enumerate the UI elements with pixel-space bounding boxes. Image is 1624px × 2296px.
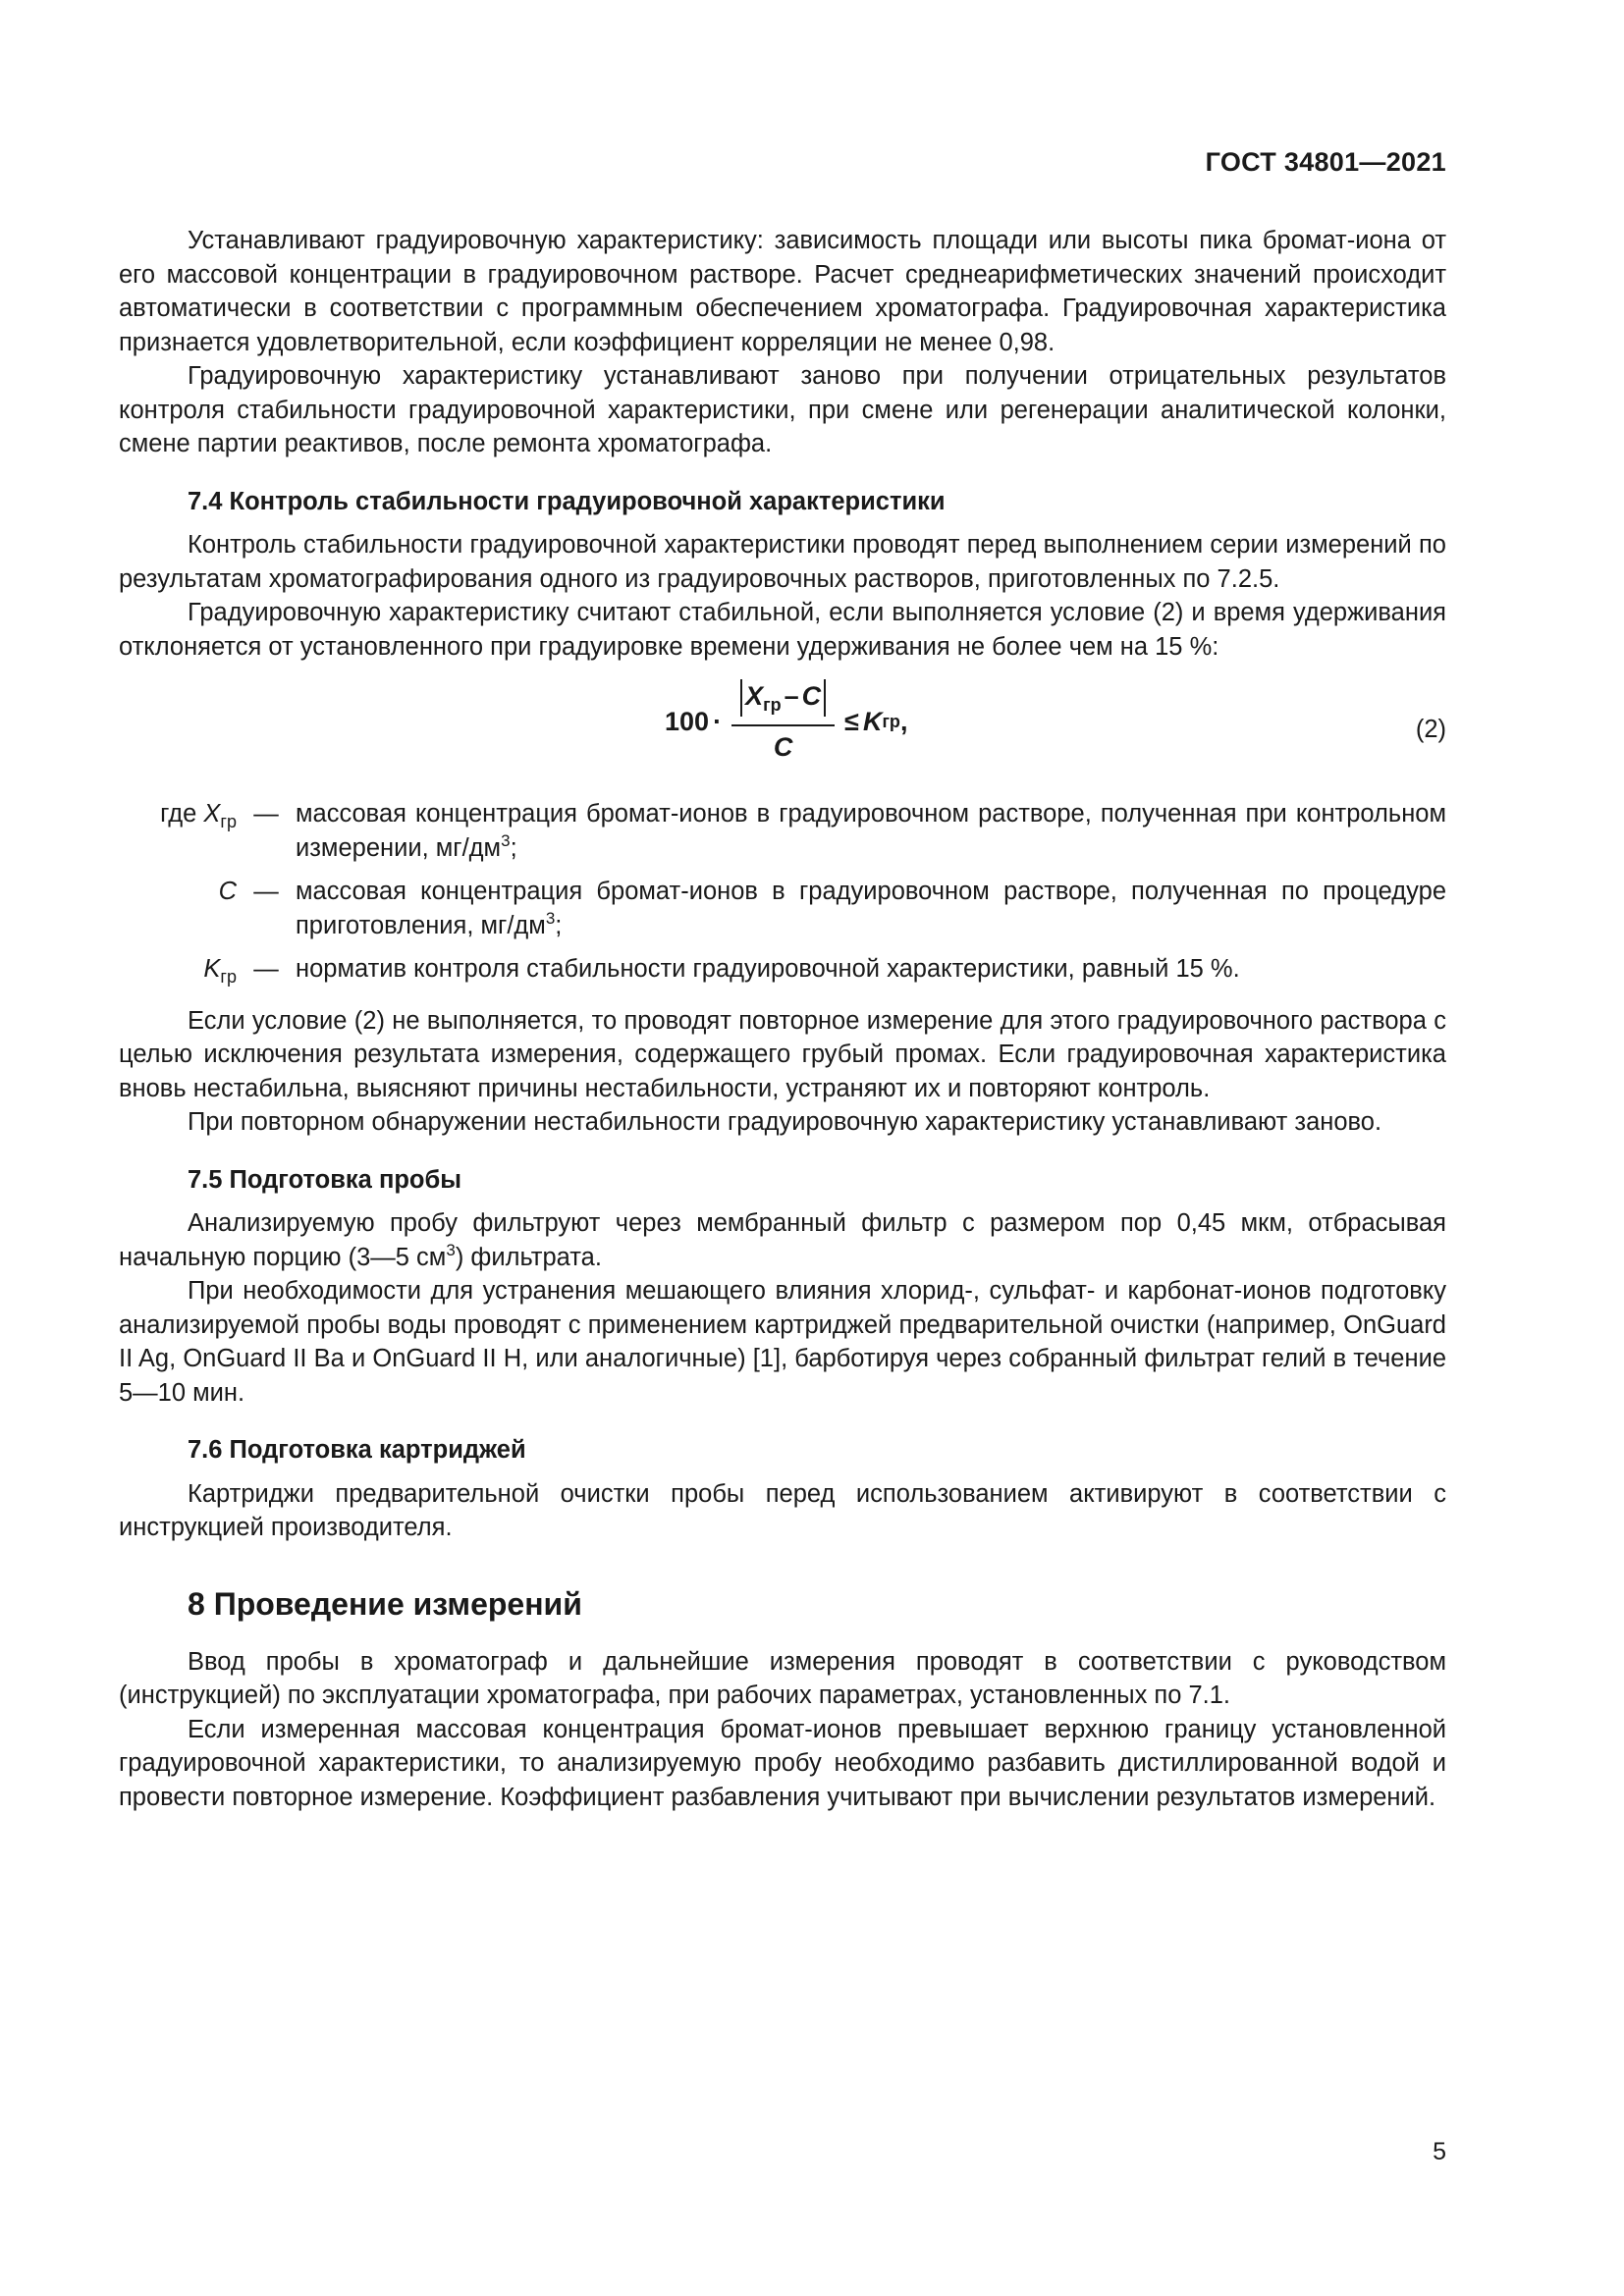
abs-bar-left <box>740 679 742 717</box>
paragraph: Ввод пробы в хроматограф и дальнейшие измерения проводят в соответствии с руководством (инструкцией) по эксплуатации хроматографа, при рабочих параметрах, установленных по 7.1. <box>119 1647 1446 1709</box>
formula-dot: · <box>713 706 723 736</box>
paragraph: При повторном обнаружении нестабильности градуировочную характеристику устанавливают заново. <box>188 1108 1382 1136</box>
definition-text: массовая концентрация бромат-ионов в градуировочном растворе, полученная по процедуре приготовления, $мг/дм^3$; <box>296 878 1446 939</box>
definition-c <box>119 875 1446 942</box>
definition-text: норматив контроля стабильности градуировочной характеристики, равный 15 %. <box>296 955 1240 983</box>
definition-x <box>119 797 1446 865</box>
formula-coefficient: 100 <box>665 706 710 736</box>
document-body <box>119 224 1446 1814</box>
definition-dash: — <box>253 955 279 983</box>
paragraph: Анализируемую пробу фильтруют через мембранный фильтр с размером пор 0,45 мкм, отбрасывая начальную порцию (3—5 $см^3$) фильтрата. <box>119 1209 1446 1271</box>
section-heading-7-5: 7.5 Подготовка пробы <box>188 1165 462 1194</box>
definition-symbol: $K_{гр}$ <box>203 955 237 987</box>
paragraph: Если измеренная массовая концентрация бромат-ионов превышает верхнюю границу установленной градуировочной характеристики, то анализируемую пробу необходимо разбавить дистиллированной водой и провести повторное измерение. Коэффициент разбавления учитывают при вычислении результатов измерений. <box>119 1715 1446 1811</box>
paragraph: Картриджи предварительной очистки пробы перед использованием активируют в соответствии с инструкцией производителя. <box>119 1479 1446 1541</box>
formula-k-sub: гр <box>882 711 900 731</box>
paragraph: Градуировочную характеристику устанавливают заново при получении отрицательных результатов контроля стабильности градуировочной характеристики, при смене или регенерации аналитической колонки, смене партии реактивов, после ремонта хроматографа. <box>119 362 1446 457</box>
formula-x-sub: гр <box>763 695 782 716</box>
paragraph: При необходимости для устранения мешающего влияния хлорид-, сульфат- и карбонат-ионов подготовку анализируемой пробы воды проводят с применением картриджей предварительной очистки (например, OnGuard II Ag, OnGuard II Ba и OnGuard II H, или аналогичные) [1], барботируя через собранный фильтрат гелий в течение 5—10 мин. <box>119 1277 1446 1407</box>
formula <box>665 679 907 764</box>
paragraph: Если условие (2) не выполняется, то проводят повторное измерение для этого градуировочного раствора с целью исключения результата измерения, содержащего грубый промах. Если градуировочная характеристика вновь нестабильна, выясняют причины нестабильности, устраняют их и повторяют контроль. <box>119 1006 1446 1102</box>
page-number: 5 <box>1433 2138 1446 2165</box>
formula-number: (2) <box>1415 716 1446 743</box>
definition-dash: — <box>253 878 279 905</box>
formula-k: K <box>862 706 883 736</box>
definition-text: массовая концентрация бромат-ионов в градуировочном растворе, полученная при контрольном измерении, $мг/дм^3$; <box>296 800 1446 862</box>
formula-block <box>119 673 1446 781</box>
section-heading-7-6: 7.6 Подготовка картриджей <box>188 1436 526 1464</box>
document-code: ГОСТ 34801—2021 <box>1205 147 1446 177</box>
definition-symbol: где $X_{гр}$ <box>160 800 237 831</box>
formula-comma: , <box>899 706 908 736</box>
formula-fraction <box>731 679 835 764</box>
formula-x: X <box>745 681 764 712</box>
definition-list <box>119 797 1446 994</box>
section-heading-8: 8 Проведение измерений <box>188 1585 582 1622</box>
paragraph: Градуировочную характеристику считают стабильной, если выполняется условие (2) и время удерживания отклоняется от установленного при градуировке времени удерживания не более чем на 15 %: <box>119 599 1446 661</box>
formula-minus: – <box>784 681 799 712</box>
formula-numerator <box>731 679 835 724</box>
paragraph: Контроль стабильности градуировочной характеристики проводят перед выполнением серии измерений по результатам хроматографирования одного из градуировочных растворов, приготовленных по 7.2.5. <box>119 531 1446 593</box>
paragraph: Устанавливают градуировочную характеристику: зависимость площади или высоты пика бромат-иона от его массовой концентрации в градуировочном растворе. Расчет среднеарифметических значений происходит автоматически в соответствии с программным обеспечением хроматографа. Градуировочная характеристика признается удовлетворительной, если коэффициент корреляции не менее 0,98. <box>119 227 1446 356</box>
definition-prefix: где <box>160 800 197 828</box>
formula-c: C <box>801 681 822 712</box>
formula-le: ≤ <box>844 706 859 736</box>
section-heading-7-4: 7.4 Контроль стабильности градуировочной характеристики <box>188 487 946 515</box>
definition-k <box>119 952 1446 994</box>
abs-bar-right <box>824 679 826 717</box>
definition-symbol: C <box>218 878 237 905</box>
formula-denominator: C <box>773 731 793 762</box>
definition-dash: — <box>253 800 279 828</box>
